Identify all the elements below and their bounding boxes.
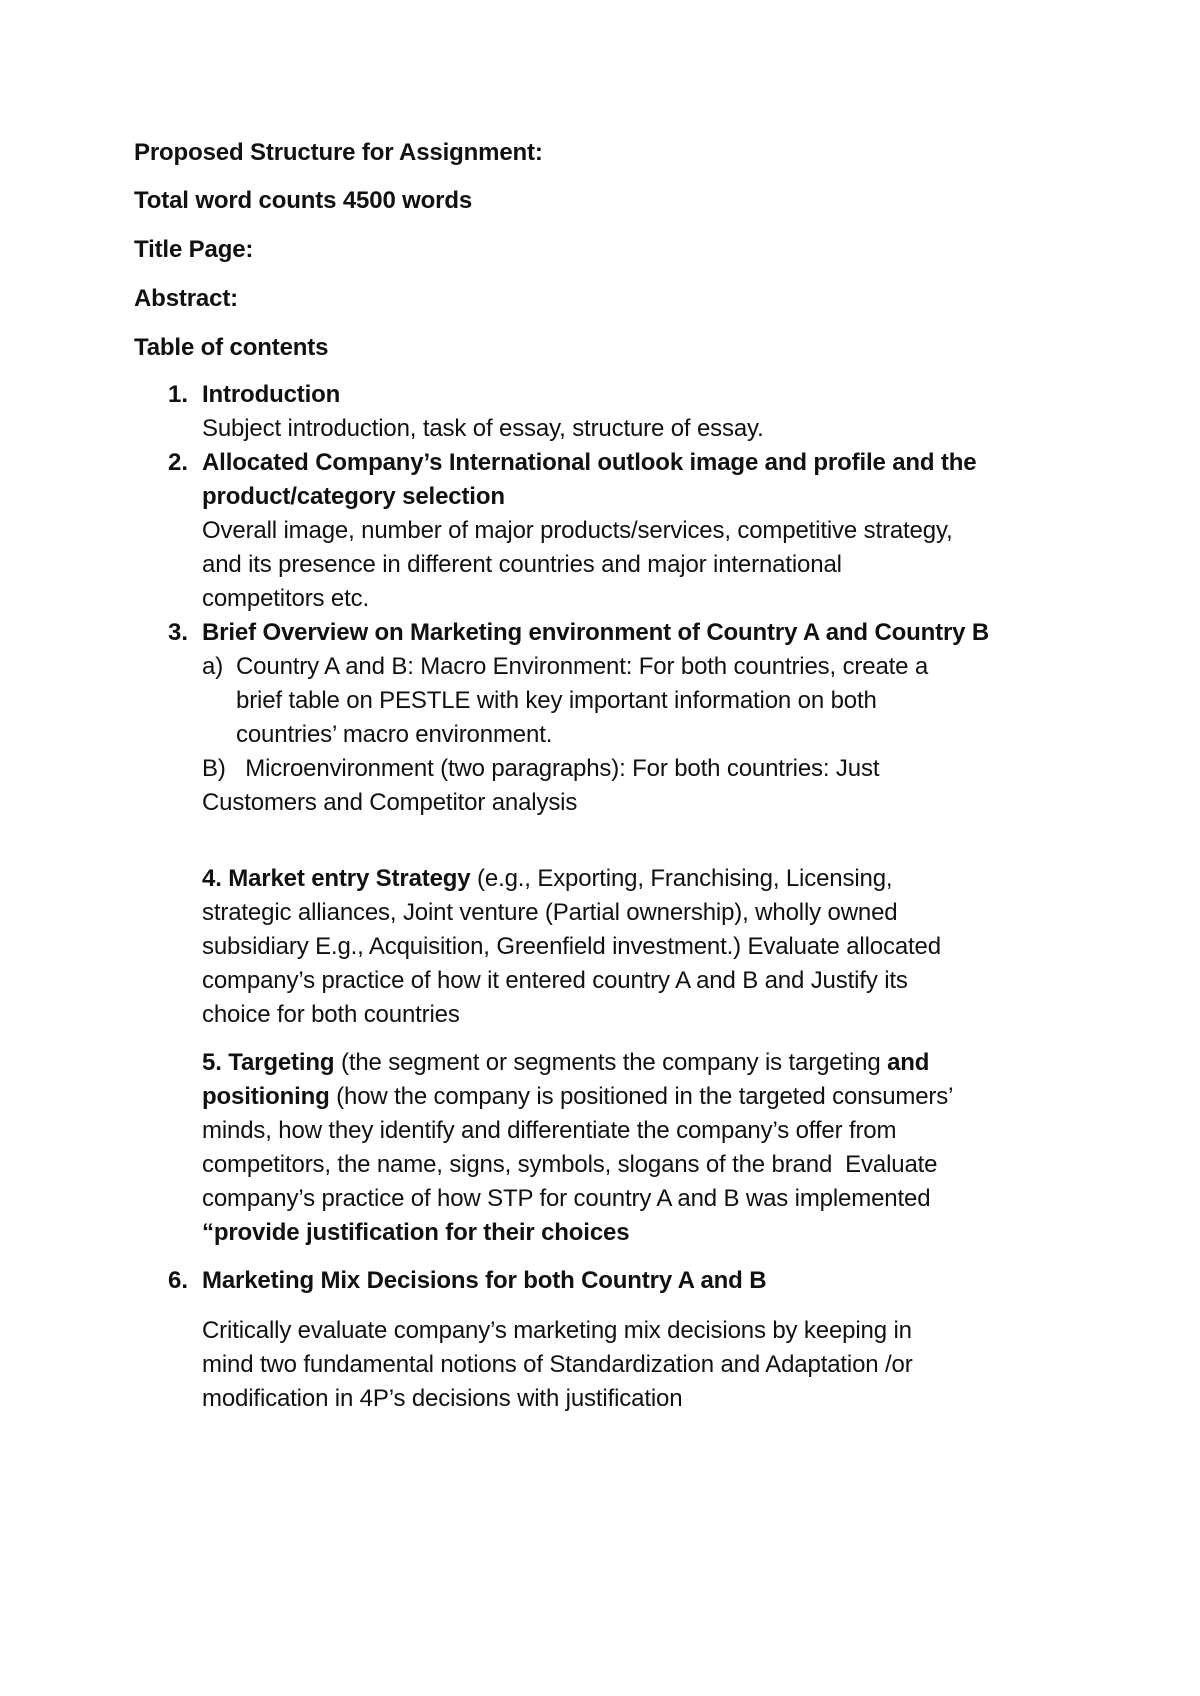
section-5-line-1 (202, 1048, 929, 1078)
section-5-line-6: “provide justification for their choices (202, 1219, 630, 1246)
section-3a-line-2: brief table on PESTLE with key important information on both (236, 687, 877, 714)
section-5-line-1-rest: (the segment or segments the company is targeting (334, 1049, 888, 1076)
heading-proposed-structure: Proposed Structure for Assignment: (134, 139, 543, 166)
section-4-line-5: choice for both countries (202, 1001, 460, 1028)
section-1-description: Subject introduction, task of essay, structure of essay. (202, 415, 764, 442)
section-5-line-4: competitors, the name, signs, symbols, slogans of the brand Evaluate (202, 1151, 938, 1178)
section-3-title: Brief Overview on Marketing environment of Country A and Country B (202, 619, 990, 646)
section-3b-line-1: B) Microenvironment (two paragraphs): For both countries: Just (202, 755, 880, 782)
section-2-description-line-2: and its presence in different countries and major international (202, 551, 842, 578)
section-4-line-4: company’s practice of how it entered country A and B and Justify its (202, 967, 908, 994)
section-3a-line-3: countries’ macro environment. (236, 721, 553, 748)
section-3-number: 3. (168, 619, 189, 646)
section-5-and: and (887, 1049, 930, 1076)
heading-abstract: Abstract: (134, 285, 239, 312)
section-5-line-3: minds, how they identify and differentiate the company’s offer from (202, 1117, 897, 1144)
section-1-title: Introduction (202, 381, 341, 408)
section-6-number: 6. (168, 1267, 189, 1294)
section-3a-label: a) (202, 653, 224, 680)
section-5-line-2 (202, 1082, 953, 1112)
section-6-line-3: modification in 4P’s decisions with justification (202, 1385, 683, 1412)
heading-table-of-contents: Table of contents (134, 334, 329, 361)
section-6-title: Marketing Mix Decisions for both Country A and B (202, 1267, 767, 1294)
section-2-number: 2. (168, 449, 189, 476)
section-6-line-2: mind two fundamental notions of Standardization and Adaptation /or (202, 1351, 913, 1378)
heading-word-count: Total word counts 4500 words (134, 187, 473, 214)
section-4-line-1-rest: (e.g., Exporting, Franchising, Licensing, (470, 865, 893, 892)
section-4-line-2: strategic alliances, Joint venture (Partial ownership), wholly owned (202, 899, 898, 926)
section-4-line-1 (202, 864, 892, 894)
heading-title-page: Title Page: (134, 236, 254, 263)
section-4-line-3: subsidiary E.g., Acquisition, Greenfield investment.) Evaluate allocated (202, 933, 941, 960)
section-5-positioning: positioning (202, 1083, 330, 1110)
section-5-line-5: company’s practice of how STP for country A and B was implemented (202, 1185, 931, 1212)
section-2-title-line-1: Allocated Company’s International outlook image and profile and the (202, 449, 977, 476)
section-6-line-1: Critically evaluate company’s marketing mix decisions by keeping in (202, 1317, 912, 1344)
section-5-title: 5. Targeting (202, 1049, 335, 1076)
section-1-number: 1. (168, 381, 189, 408)
section-4-title: 4. Market entry Strategy (202, 865, 471, 892)
section-5-line-2-rest: (how the company is positioned in the targeted consumers’ (329, 1083, 954, 1110)
section-3b-line-2: Customers and Competitor analysis (202, 789, 578, 816)
section-2-title-line-2: product/category selection (202, 483, 505, 510)
section-2-description-line-1: Overall image, number of major products/services, competitive strategy, (202, 517, 953, 544)
section-2-description-line-3: competitors etc. (202, 585, 369, 612)
section-3a-line-1: Country A and B: Macro Environment: For both countries, create a (236, 653, 929, 680)
